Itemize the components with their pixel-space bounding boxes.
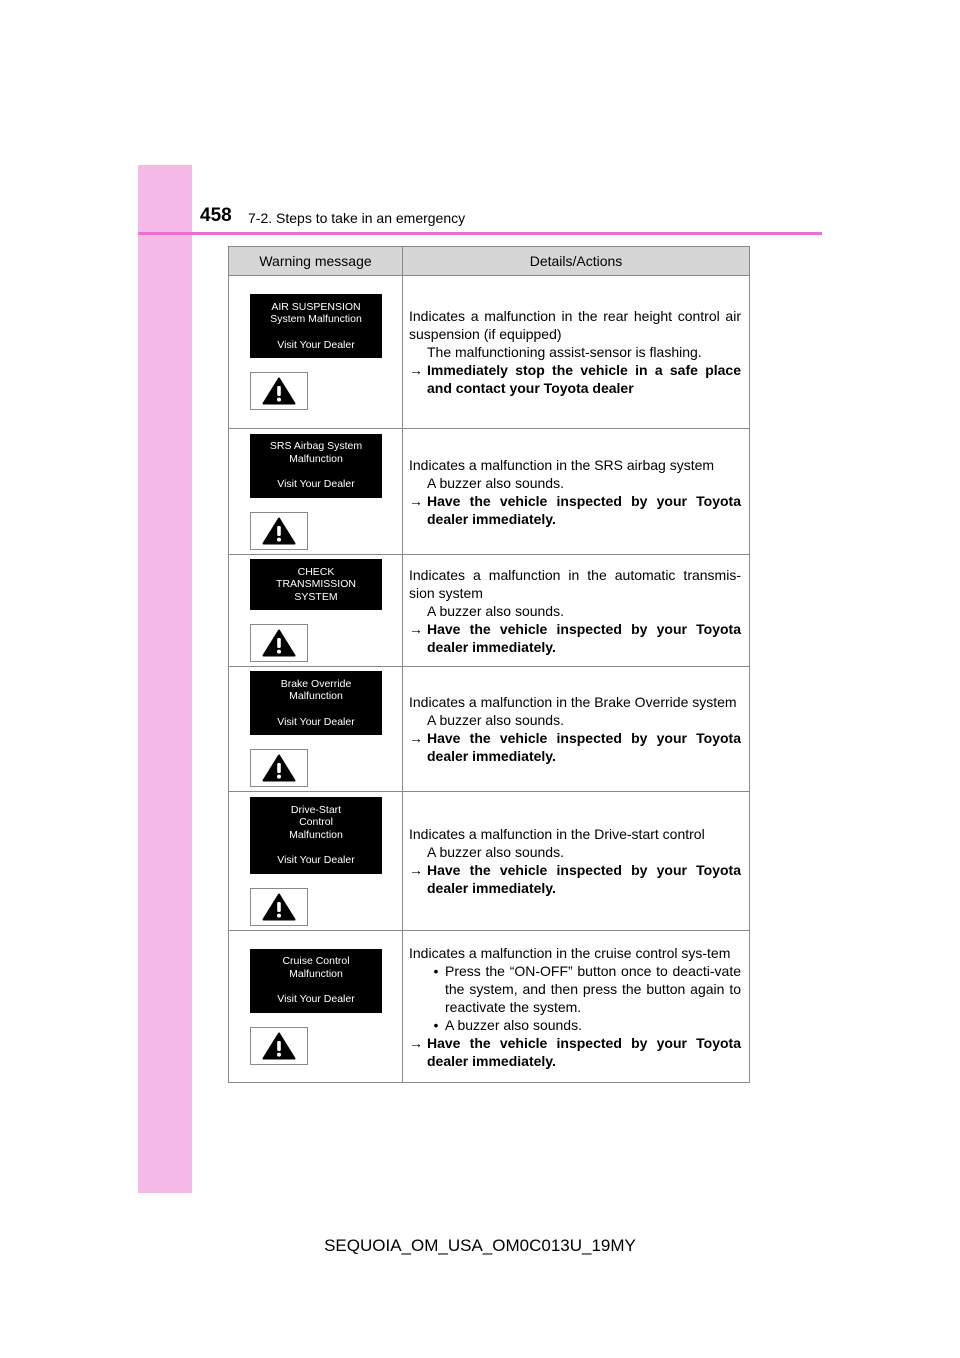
warning-message-stack xyxy=(229,797,403,926)
warning-message-cell xyxy=(229,429,403,555)
required-action xyxy=(409,620,741,656)
required-action-text: Have the vehicle inspected by your Toyota dealer immediately. xyxy=(427,730,741,764)
required-action xyxy=(409,861,741,897)
required-action-text: Immediately stop the vehicle in a safe place and contact your Toyota dealer xyxy=(427,362,741,396)
warning-message-stack xyxy=(229,559,403,662)
bullet-item xyxy=(409,1016,741,1034)
action-arrow-icon: → xyxy=(409,362,423,378)
details-actions-cell xyxy=(403,555,750,667)
warning-triangle-icon xyxy=(262,517,296,545)
required-action xyxy=(409,1034,741,1070)
details-actions-cell xyxy=(403,429,750,555)
indicator-note: A buzzer also sounds. xyxy=(427,712,564,728)
bullet-symbol: • xyxy=(433,962,439,979)
section-title: 7-2. Steps to take in an emergency xyxy=(248,210,466,226)
required-action xyxy=(409,361,741,397)
action-arrow-icon: → xyxy=(409,730,423,746)
table-row xyxy=(229,429,750,555)
details-actions-cell xyxy=(403,792,750,931)
malfunction-description: Indicates a malfunction in the Brake Override system xyxy=(409,694,737,710)
malfunction-description: Indicates a malfunction in the SRS airbag system xyxy=(409,456,715,473)
table-row xyxy=(229,555,750,667)
header-divider xyxy=(138,232,822,235)
warning-message-stack xyxy=(229,294,403,410)
warning-indicator-box xyxy=(250,1027,308,1065)
warning-message-cell xyxy=(229,931,403,1083)
malfunction-description: Indicates a malfunction in the automatic transmis-sion system xyxy=(409,566,741,601)
required-action xyxy=(409,492,741,528)
warning-triangle-icon xyxy=(262,893,296,921)
warning-indicator-box xyxy=(250,749,308,787)
warning-triangle-icon xyxy=(262,1032,296,1060)
warning-triangle-icon xyxy=(262,754,296,782)
bullet-symbol: • xyxy=(433,1016,439,1033)
required-action-text: Have the vehicle inspected by your Toyota dealer immediately. xyxy=(427,862,741,896)
bullet-text: A buzzer also sounds. xyxy=(445,1016,582,1033)
multi-information-display-message: CHECK TRANSMISSION SYSTEM xyxy=(250,559,382,610)
column-header-warning-message: Warning message xyxy=(229,247,403,276)
table-row xyxy=(229,276,750,429)
multi-information-display-message: Cruise Control Malfunction Visit Your Dealer xyxy=(250,949,382,1013)
warning-indicator-box xyxy=(250,372,308,410)
malfunction-description: Indicates a malfunction in the cruise control sys-tem xyxy=(409,944,731,961)
action-arrow-icon: → xyxy=(409,492,423,509)
warning-message-stack xyxy=(229,949,403,1065)
warning-indicator-box xyxy=(250,624,308,662)
details-actions-cell xyxy=(403,667,750,792)
warning-indicator-box xyxy=(250,512,308,550)
document-id-footer: SEQUOIA_OM_USA_OM0C013U_19MY xyxy=(324,1236,636,1255)
warning-indicator-box xyxy=(250,888,308,926)
malfunction-description: Indicates a malfunction in the rear height control air suspension (if equipped) xyxy=(409,308,741,342)
warning-message-cell xyxy=(229,667,403,792)
warning-message-cell xyxy=(229,276,403,429)
warning-message-stack xyxy=(229,434,403,550)
warning-message-table xyxy=(228,246,750,1083)
required-action-text: Have the vehicle inspected by your Toyota dealer immediately. xyxy=(427,1034,741,1069)
action-arrow-icon: → xyxy=(409,620,423,637)
bullet-item xyxy=(409,962,741,1016)
action-arrow-icon: → xyxy=(409,862,423,878)
indicator-note: A buzzer also sounds. xyxy=(427,844,564,860)
multi-information-display-message: Drive-Start Control Malfunction Visit Your Dealer xyxy=(250,797,382,874)
warning-triangle-icon xyxy=(262,377,296,405)
column-header-details-actions: Details/Actions xyxy=(403,247,750,276)
multi-information-display-message: SRS Airbag System Malfunction Visit Your Dealer xyxy=(250,434,382,498)
table-header-row xyxy=(229,247,750,276)
details-actions-cell xyxy=(403,276,750,429)
warning-message-stack xyxy=(229,671,403,787)
multi-information-display-message: Brake Override Malfunction Visit Your Dealer xyxy=(250,671,382,735)
details-actions-cell xyxy=(403,931,750,1083)
table-row xyxy=(229,792,750,931)
action-arrow-icon: → xyxy=(409,1034,423,1051)
required-action-text: Have the vehicle inspected by your Toyota dealer immediately. xyxy=(427,620,741,655)
warning-message-cell xyxy=(229,792,403,931)
page-number: 458 xyxy=(200,205,232,226)
required-action-text: Have the vehicle inspected by your Toyota dealer immediately. xyxy=(427,492,741,527)
indicator-note: A buzzer also sounds. xyxy=(427,602,564,619)
malfunction-description: Indicates a malfunction in the Drive-start control xyxy=(409,826,705,842)
indicator-note: A buzzer also sounds. xyxy=(427,474,564,491)
chapter-side-tab xyxy=(138,165,192,1193)
multi-information-display-message: AIR SUSPENSION System Malfunction Visit Your Dealer xyxy=(250,294,382,358)
bullet-text: Press the “ON-OFF” button once to deacti-vate the system, and then press the button again to reactivate the system. xyxy=(445,962,741,1015)
warning-message-cell xyxy=(229,555,403,667)
warning-triangle-icon xyxy=(262,629,296,657)
indicator-note: The malfunctioning assist-sensor is flashing. xyxy=(427,344,702,360)
table-row xyxy=(229,931,750,1083)
table-row xyxy=(229,667,750,792)
required-action xyxy=(409,729,741,765)
